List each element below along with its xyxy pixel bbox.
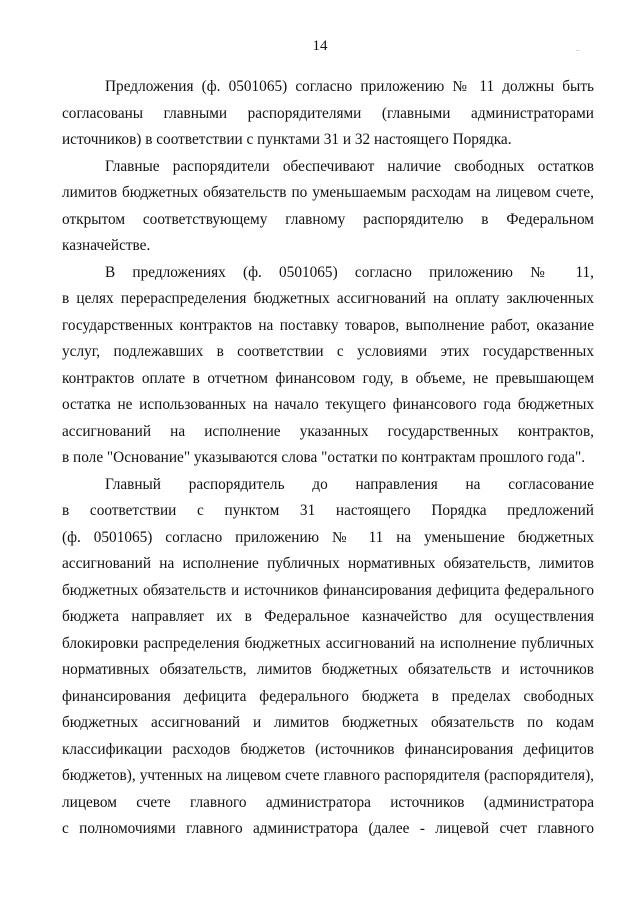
text-line: бюджетных ассигнований и лимитов бюджетных обязательств по кодам <box>62 714 594 731</box>
text-line: бюджетных обязательств и источников финансирования дефицита федерального <box>62 581 594 599</box>
text-line: ассигнований на исполнение публичных нормативных обязательств, лимитов <box>62 555 594 572</box>
text-line: Главный распорядитель до направления на согласование <box>105 475 594 493</box>
text-line: Предложения (ф. 0501065) согласно приложению № 11 должны быть <box>105 78 594 95</box>
text-line: (ф. 0501065) согласно приложению № 11 на уменьшение бюджетных <box>62 528 594 546</box>
text-line: бюджета направляет их в Федеральное казначейство для осуществления <box>62 608 594 625</box>
page-number: 14 <box>312 38 328 54</box>
text-line: с полномочиями главного администратора (далее - лицевой счет главного <box>62 820 594 837</box>
paragraph-4 <box>62 472 594 843</box>
text-line: контрактов оплате в отчетном финансовом году, в объеме, не превышающем <box>62 369 594 387</box>
text-line: ассигнований на исполнение указанных государственных контрактов, <box>62 422 594 440</box>
text-line: остатка не использованных на начало текущего финансового года бюджетных <box>62 396 594 413</box>
text-line: казначействе. <box>62 237 151 254</box>
text-line: источников) в соответствии с пунктами 31 и 32 настоящего Порядка. <box>62 131 512 148</box>
text-line: в поле "Основание" указываются слова "остатки по контрактам прошлого года". <box>62 449 586 466</box>
text-line: финансирования дефицита федерального бюджета в пределах свободных <box>62 687 594 705</box>
text-line: в соответствии с пунктом 31 настоящего Порядка предложений <box>62 502 594 519</box>
paragraph-3 <box>62 260 594 472</box>
text-line: государственных контрактов на поставку товаров, выполнение работ, оказание <box>62 316 594 334</box>
text-line: нормативных обязательств, лимитов бюджетных обязательств и источников <box>62 661 594 678</box>
text-line: услуг, подлежавших в соответствии с условиями этих государственных <box>62 343 594 360</box>
text-line: В предложениях (ф. 0501065) согласно приложению № 11, <box>105 263 594 281</box>
text-line: бюджетов), учтенных на лицевом счете главного распорядителя (распорядителя), <box>62 767 594 784</box>
text-line: открытом соответствующему главному распорядителю в Федеральном <box>62 210 594 228</box>
text-line: классификации расходов бюджетов (источников финансирования дефицитов <box>62 740 594 758</box>
document-body <box>62 74 594 843</box>
text-line: Главные распорядители обеспечивают наличие свободных остатков <box>105 157 594 175</box>
text-line: лицевом счете главного администратора источников (администратора <box>62 793 594 811</box>
paragraph-1 <box>62 74 594 154</box>
text-line: лимитов бюджетных обязательств по уменьшаемым расходам на лицевом счете, <box>62 184 594 201</box>
text-line: в целях перераспределения бюджетных ассигнований на оплату заключенных <box>62 290 594 307</box>
paragraph-2 <box>62 154 594 260</box>
text-line: блокировки распределения бюджетных ассигнований на исполнение публичных <box>62 634 594 652</box>
text-line: согласованы главными распорядителями (главными администраторами <box>62 104 594 122</box>
scan-mark: – <box>576 46 580 54</box>
